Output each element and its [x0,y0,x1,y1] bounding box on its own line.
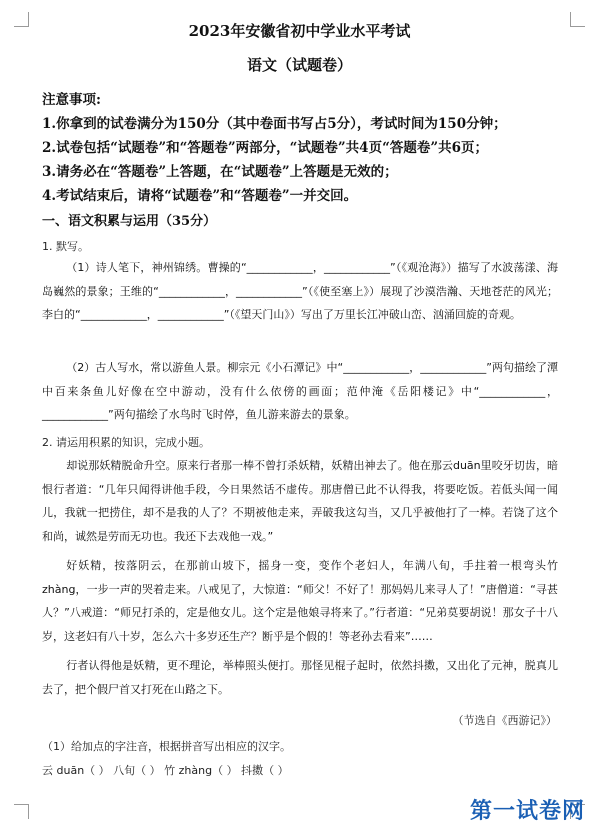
passage-source: （节选自《西游记》） [452,714,557,727]
reading-passage-paragraph-1: 却说那妖精脱命升空。原来行者那一棒不曾打杀妖精，妖精出神去了。他在那云duān里咬牙切齿，暗恨行者道：“几年只闻得讲他手段，今日果然话不虚传。那唐僧已此不认得我，将要吃饭。若低头闻一闻儿，我就一把捞住，却不是我的人了？不期被他走来，弄破我这勾当，又几乎被他打了一棒。若饶了这个和尚，诚然是劳而无功也。我还下去戏他一戏。” [42,459,558,543]
page-subtitle: 语文（试题卷） [246,56,352,74]
section-heading: 一、语文积累与运用（35分） [42,214,217,229]
question-1-label: 1. 默写。 [42,240,89,253]
corner-mark-bottom-left [14,804,29,819]
question-1-part-2: （2）古人写水，常以游鱼人景。柳宗元《小石潭记》中“____________，____________”两句描绘了潭中百来条鱼儿好像在空中游动，没有什么依傍的画面；范仲淹《岳阳楼记》中“____________，____________”两句描绘了水鸟时飞时停，鱼儿游来游去的景象。 [42,361,558,421]
page-title: 2023年安徽省初中学业水平考试 [188,22,411,40]
subquestion-1-label: （1）给加点的字注音，根据拼音写出相应的汉字。 [42,740,291,753]
notes-item: 2.试卷包括“试题卷”和“答题卷”两部分，“试题卷”共4页“答题卷”共6页； [42,140,489,156]
notes-item: 3.请务必在“答题卷”上答题，在“试题卷”上答题是无效的； [42,164,398,180]
question-1-part-1: （1）诗人笔下，神州锦绣。曹操的“____________，____________”（《观沧海》）描写了水波荡漾、海岛巍然的景象；王维的“____________，____________”（《使至塞上》）展现了沙漠浩瀚、天地苍茫的风光；李白的“____________，____________”（《望天门山》）写出了万里长江冲破山峦、汹涌回旋的奇观。 [42,261,558,321]
notes-item: 4.考试结束后，请将“试题卷”和“答题卷”一并交回。 [42,188,358,204]
reading-passage-paragraph-2: 好妖精，按落阴云，在那前山坡下，摇身一变，变作个老妇人，年满八旬，手拄着一根弯头竹zhàng，一步一声的哭着走来。八戒见了，大惊道：“师父！不好了！那妈妈儿来寻人了！”唐僧道：“寻甚人？”八戒道：“师兄打杀的，定是他女儿。这个定是他娘寻将来了。”行者道：“兄弟莫要胡说！那女子十八岁，这老妇有八十岁，怎么六十多岁还生产？断乎是个假的！等老孙去看来”…… [42,559,558,643]
notes-item: 1.你拿到的试卷满分为150分（其中卷面书写占5分），考试时间为150分钟； [42,116,507,132]
reading-passage-paragraph-3: 行者认得他是妖精，更不理论，举棒照头便打。那怪见棍子起时，依然抖擞，又出化了元神，脱真儿去了，把个假尸首又打死在山路之下。 [42,659,558,696]
site-watermark: 第一试卷网 [469,799,585,824]
notes-heading: 注意事项: [42,92,101,108]
subquestion-1-answer-line: 云 duān（ ） 八旬（ ） 竹 zhàng（ ） 抖擞（ ） [42,764,289,777]
question-2-label: 2. 请运用积累的知识，完成小题。 [42,436,210,449]
